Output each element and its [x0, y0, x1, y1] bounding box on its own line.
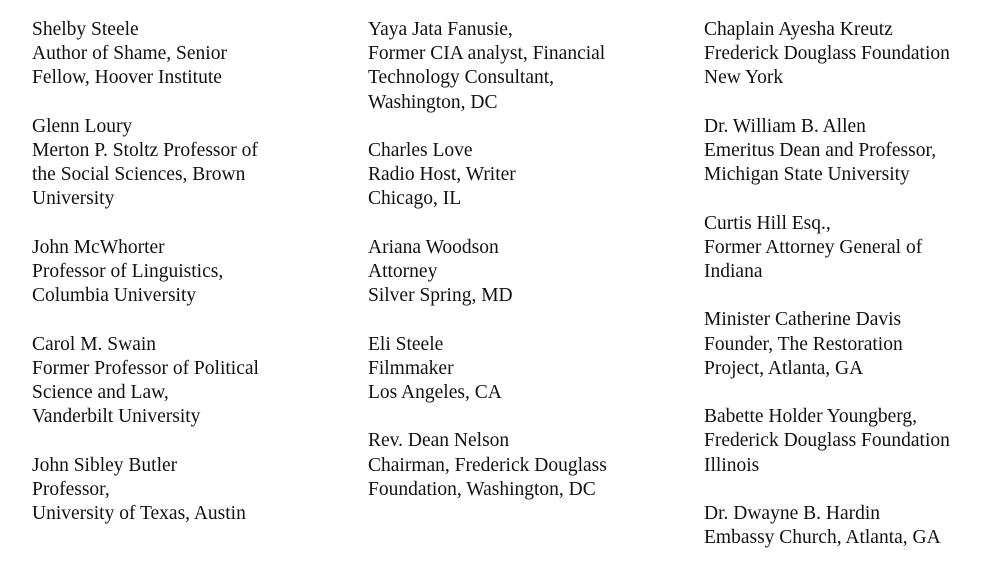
signatory-detail: Columbia University	[32, 285, 197, 307]
signatory-detail: Science and Law,	[32, 382, 169, 403]
signatory-detail: Emeritus Dean and Professor,	[704, 140, 937, 161]
signatory-name: Rev. Dean Nelson	[368, 430, 510, 452]
signatory-detail: Indiana	[704, 261, 763, 282]
signatory-column	[368, 18, 688, 526]
signatory-detail: Chairman, Frederick Douglass	[368, 454, 607, 476]
signatory-name: Eli Steele	[368, 333, 444, 355]
signatory-column	[704, 18, 1004, 575]
signatory-detail: Michigan State University	[704, 164, 910, 186]
signatory-name: Babette Holder Youngberg,	[704, 406, 918, 428]
signatory-detail: Technology Consultant,	[368, 67, 555, 89]
signatory-name: Minister Catherine Davis	[704, 309, 902, 331]
signatory-detail: Project, Atlanta, GA	[704, 357, 864, 379]
signatory-detail: Frederick Douglass Foundation	[704, 43, 950, 65]
signatory-entry	[32, 18, 352, 91]
signatory-detail: Silver Spring, MD	[368, 285, 513, 307]
signatory-entry	[368, 236, 688, 309]
signatory-detail: Los Angeles, CA	[368, 382, 502, 403]
signatory-name: Dr. William B. Allen	[704, 115, 866, 137]
signatory-detail: Attorney	[368, 261, 438, 282]
signatory-detail: Illinois	[704, 454, 760, 476]
signatory-name: Yaya Jata Fanusie,	[368, 19, 513, 40]
signatory-entry	[704, 405, 1004, 478]
signatory-entry	[368, 18, 688, 115]
signatory-column	[32, 18, 352, 550]
signatory-detail: Filmmaker	[368, 357, 454, 379]
signatory-name: John Sibley Butler	[32, 454, 178, 476]
signatory-detail: Vanderbilt University	[32, 406, 201, 428]
signatory-detail: Radio Host, Writer	[368, 164, 516, 186]
signatory-detail: Foundation, Washington, DC	[368, 478, 596, 500]
signatory-entry	[32, 454, 352, 527]
signatory-detail: Former Professor of Political	[32, 357, 259, 379]
signatory-name: John McWhorter	[32, 236, 165, 258]
signatory-detail: Professor,	[32, 478, 110, 500]
signatory-detail: Fellow, Hoover Institute	[32, 67, 222, 89]
signatory-entry	[704, 18, 1004, 91]
signatory-entry	[368, 139, 688, 212]
signatory-detail: Chicago, IL	[368, 188, 462, 210]
signatory-detail: Frederick Douglass Foundation	[704, 430, 950, 452]
signatory-entry	[368, 333, 688, 406]
signatory-name: Carol M. Swain	[32, 333, 157, 355]
signatory-detail: Washington, DC	[368, 91, 498, 113]
signatory-entry	[32, 236, 352, 309]
signatory-name: Dr. Dwayne B. Hardin	[704, 502, 881, 524]
signatory-detail: University	[32, 188, 115, 210]
signatory-name: Curtis Hill Esq.,	[704, 212, 831, 234]
signatory-name: Ariana Woodson	[368, 236, 499, 258]
signatory-detail: Founder, The Restoration	[704, 333, 903, 355]
signatory-detail: Former Attorney General of	[704, 236, 923, 258]
signatory-name: Charles Love	[368, 140, 473, 161]
signatory-entry	[32, 115, 352, 212]
signatory-entry	[704, 212, 1004, 285]
signatory-entry	[368, 429, 688, 502]
signatory-detail: Author of Shame, Senior	[32, 43, 227, 65]
signatory-name: Glenn Loury	[32, 115, 133, 137]
signatory-detail: New York	[704, 67, 784, 89]
signatory-entry	[704, 115, 1004, 188]
signatory-name: Chaplain Ayesha Kreutz	[704, 19, 893, 40]
signatory-name: Shelby Steele	[32, 19, 139, 40]
signatory-entry	[32, 333, 352, 430]
signatory-detail: Former CIA analyst, Financial	[368, 43, 606, 65]
signatory-detail: Merton P. Stoltz Professor of	[32, 140, 258, 161]
signatory-entry	[704, 502, 1004, 550]
signatory-detail: University of Texas, Austin	[32, 503, 246, 524]
signatory-detail: Embassy Church, Atlanta, GA	[704, 527, 941, 549]
signatory-detail: the Social Sciences, Brown	[32, 164, 246, 186]
signatory-entry	[704, 308, 1004, 381]
signatory-detail: Professor of Linguistics,	[32, 261, 224, 282]
